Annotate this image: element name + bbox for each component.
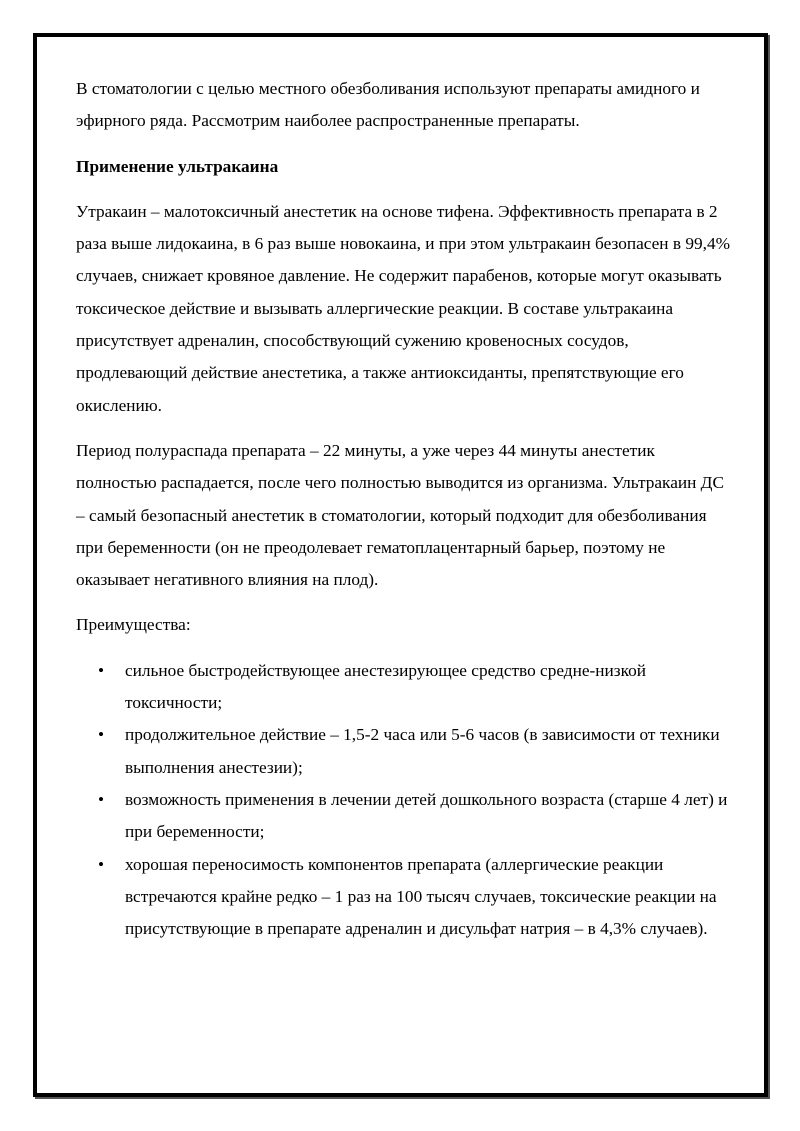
advantages-list: [76, 655, 736, 946]
section-heading: Применение ультракаина: [76, 156, 279, 176]
list-item-text: сильное быстродействующее анестезирующее средство средне-низкой токсичности;: [125, 660, 647, 713]
list-item-text: возможность применения в лечении детей дошкольного возраста (старше 4 лет) и при беременности;: [125, 789, 728, 842]
description-paragraph: Утракаин – малотоксичный анестетик на основе тифена. Эффективность препарата в 2 раза выше лидокаина, в 6 раз выше новокаина, и при этом ультракаин безопасен в 99,4% случаев, снижает кровяное давление. Не содержит парабенов, которые могут оказывать токсическое действие и вызывать аллергические реакции. В составе ультракаина присутствует адреналин, способствующий сужению кровеносных сосудов, продлевающий действие анестетика, а также антиоксиданты, препятствующие его окислению.: [76, 201, 730, 415]
list-item: [76, 655, 736, 720]
list-item-text: хорошая переносимость компонентов препарата (аллергические реакции встречаются крайне редко – 1 раз на 100 тысяч случаев, токсические реакции на присутствующие в препарате адреналин и дисульфат натрия – в 4,3% случаев).: [125, 854, 717, 939]
bullet-icon: •: [98, 854, 105, 874]
intro-paragraph: В стоматологии с целью местного обезболивания используют препараты амидного и эфирного ряда. Рассмотрим наиболее распространенные препараты.: [76, 79, 700, 131]
list-item: [76, 719, 736, 784]
bullet-icon: •: [98, 725, 105, 745]
bullet-icon: •: [98, 660, 105, 680]
half-life-paragraph: Период полураспада препарата – 22 минуты, а уже через 44 минуты анестетик полностью распадается, после чего полностью выводится из организма. Ультракаин ДС – самый безопасный анестетик в стоматологии, который подходит для обезболивания при беременности (он не преодолевает гематоплацентарный барьер, поэтому не оказывает негативного влияния на плод).: [76, 440, 724, 590]
bullet-icon: •: [98, 789, 105, 809]
list-item: [76, 849, 736, 946]
list-item-text: продолжительное действие – 1,5-2 часа или 5-6 часов (в зависимости от техники выполнения анестезии);: [125, 725, 720, 777]
list-item: [76, 784, 736, 849]
advantages-label: Преимущества:: [76, 615, 191, 635]
document-body: [76, 73, 736, 945]
